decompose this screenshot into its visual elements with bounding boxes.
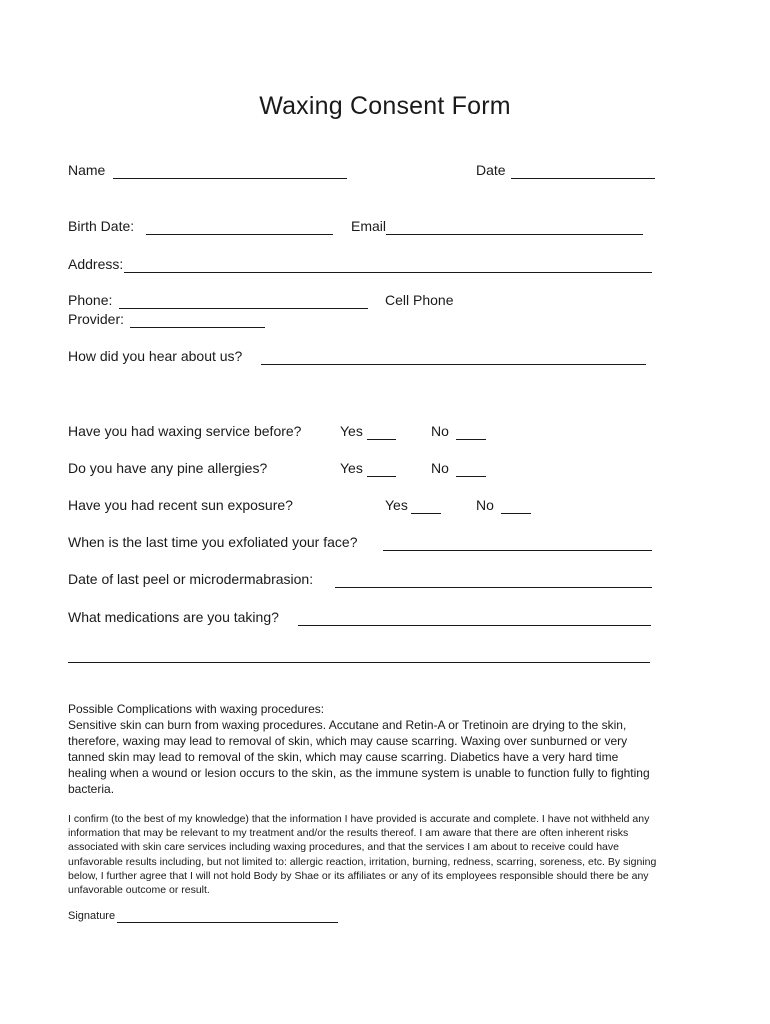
q-sun-exposure-yes-field[interactable] [411,513,441,514]
q-pine-allergies-no-label: No [431,460,449,476]
hear-about-label: How did you hear about us? [68,348,243,364]
date-field[interactable] [511,178,655,179]
q-sun-exposure-no-label: No [476,497,494,513]
q-medications-extra-field[interactable] [68,662,650,663]
phone-field[interactable] [119,308,368,309]
email-field[interactable] [386,234,643,235]
email-label: Email [351,218,387,234]
q-peel-label: Date of last peel or microdermabrasion: [68,571,314,587]
complications-heading: Possible Complications with waxing procedures: [68,702,325,716]
q-waxing-before-no-label: No [431,423,449,439]
birth-date-label: Birth Date: [68,218,135,234]
q-exfoliated-label: When is the last time you exfoliated your face? [68,534,358,550]
address-label: Address: [68,256,124,272]
complications-text: Sensitive skin can burn from waxing procedures. Accutane and Retin-A or Tretinoin are drying to the skin, therefore, waxing may lead to removal of skin, which may cause scarring. Waxing over sunburned or very tanned skin may lead to removal of the skin, which may cause scarring. Diabetics have a very hard time healing when a wound or lesion occurs to the skin, as the immune system is unable to function fully to fighting bacteria. [68,718,650,796]
provider-field[interactable] [130,327,265,328]
birth-date-field[interactable] [146,234,333,235]
address-field[interactable] [124,272,652,273]
q-sun-exposure-no-field[interactable] [501,513,531,514]
q-medications-field[interactable] [298,625,651,626]
q-waxing-before-no-field[interactable] [456,439,486,440]
q-exfoliated-field[interactable] [383,550,652,551]
q-sun-exposure-yes-label: Yes [385,497,408,513]
cell-phone-label: Cell Phone [385,292,454,308]
q-pine-allergies-no-field[interactable] [456,476,486,477]
q-pine-allergies-yes-field[interactable] [367,476,396,477]
name-field[interactable] [113,178,347,179]
hear-about-field[interactable] [261,364,646,365]
q-pine-allergies-yes-label: Yes [340,460,363,476]
form-title: Waxing Consent Form [259,92,511,120]
confirmation-text: I confirm (to the best of my knowledge) that the information I have provided is accurate and complete. I have not withheld any information that may be relevant to my treatment and/or the results thereof. I am aware that there are often inherent risks associated with skin care services including waxing procedures, and that the services I am about to receive could have unfavorable results including, but not limited to: allergic reaction, irritation, burning, redness, scarring, soreness, etc. By signing below, I further agree that I will not hold Body by Shae or its affiliates or any of its employees responsible should there be any unfavorable outcome or result. [68,813,657,897]
phone-label: Phone: [68,292,113,308]
q-sun-exposure-label: Have you had recent sun exposure? [68,497,293,513]
q-waxing-before-label: Have you had waxing service before? [68,423,302,439]
q-peel-field[interactable] [335,587,652,588]
provider-label: Provider: [68,311,125,327]
signature-field[interactable] [117,922,338,923]
q-waxing-before-yes-field[interactable] [367,439,396,440]
q-pine-allergies-label: Do you have any pine allergies? [68,460,268,476]
q-waxing-before-yes-label: Yes [340,423,363,439]
name-label: Name [68,162,106,178]
date-label: Date [476,162,506,178]
signature-label: Signature [68,910,116,922]
q-medications-label: What medications are you taking? [68,609,279,625]
